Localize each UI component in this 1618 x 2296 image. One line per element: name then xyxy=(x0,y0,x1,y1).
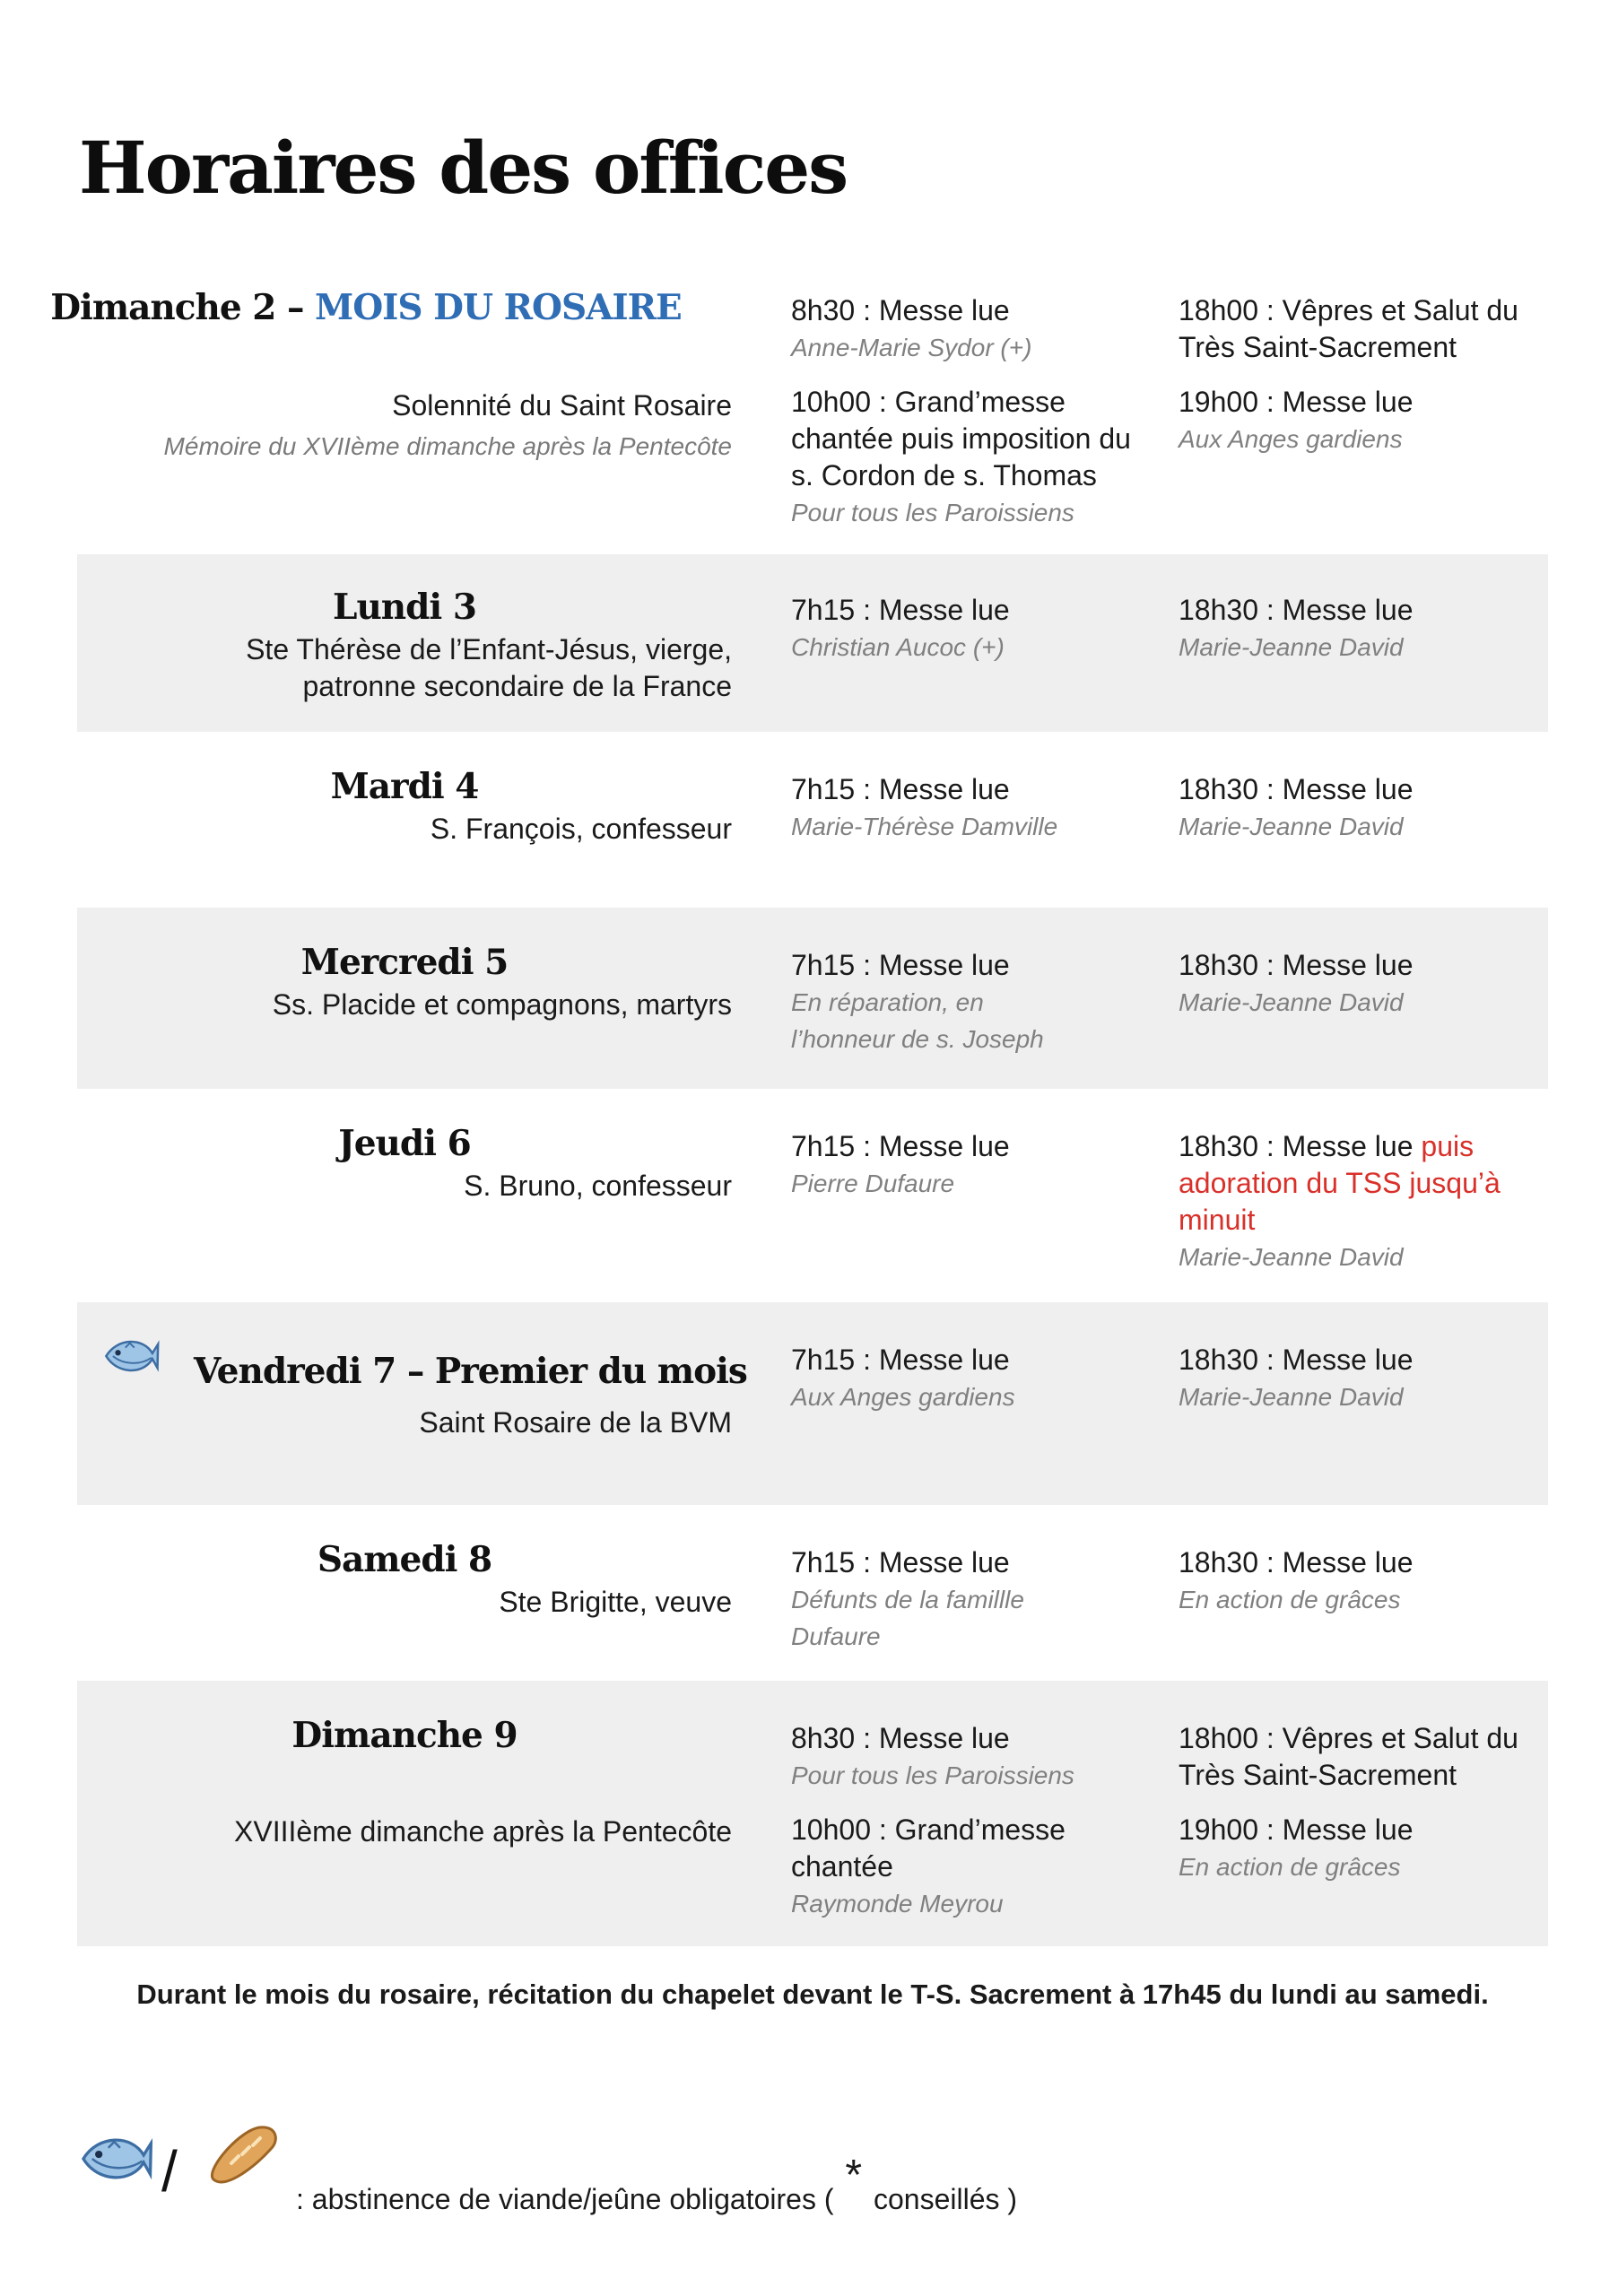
fish-icon xyxy=(102,1336,160,1376)
page-title: Horaires des offices xyxy=(79,126,848,210)
day-row-mardi-4 xyxy=(77,732,1548,908)
day-heading: Jeudi 6 xyxy=(338,1123,471,1164)
asterisk: * xyxy=(845,2152,863,2199)
service-morning: 7h15 : Messe lue En réparation, en l’honneur de s. Joseph xyxy=(791,949,1044,1053)
service-morning: 7h15 : Messe lue Aux Anges gardiens xyxy=(791,1344,1015,1411)
day-row-dimanche-2 xyxy=(50,287,1548,549)
feast-name: Ste Thérèse de l’Enfant-Jésus, vierge, patronne secondaire de la France xyxy=(246,633,732,702)
day-row-samedi-8 xyxy=(77,1505,1548,1681)
service-evening: 19h00 : Messe lue En action de grâces xyxy=(1179,1813,1414,1881)
day-row-mercredi-5 xyxy=(77,908,1548,1089)
rosary-month-note: Durant le mois du rosaire, récitation du chapelet devant le T-S. Sacrement à 17h45 du lundi au samedi. xyxy=(136,1979,1489,2010)
feast-name: S. Bruno, confesseur xyxy=(464,1170,732,1202)
service-evening: 18h30 : Messe lue puis adoration du TSS jusqu’à minuit Marie-Jeanne David xyxy=(1179,1130,1501,1271)
service-evening: 18h30 : Messe lue En action de grâces xyxy=(1179,1546,1414,1613)
day-heading: Dimanche 9 xyxy=(291,1715,518,1756)
day-row-jeudi-6 xyxy=(77,1089,1548,1302)
month-rosary-label: MOIS DU ROSAIRE xyxy=(315,287,682,328)
service-evening: 18h30 : Messe lue Marie-Jeanne David xyxy=(1179,1344,1414,1411)
bread-icon xyxy=(204,2124,280,2188)
fish-icon xyxy=(79,2133,152,2185)
legend-slash: / xyxy=(161,2139,178,2204)
feast-name: Ss. Placide et compagnons, martyrs xyxy=(272,988,732,1021)
service-evening: 18h30 : Messe lue Marie-Jeanne David xyxy=(1179,949,1414,1016)
day-heading: Samedi 8 xyxy=(317,1539,492,1580)
service-high-mass: 10h00 : Grand’messe chantée puis imposition du s. Cordon de s. Thomas Pour tous les Paroissiens xyxy=(791,386,1131,526)
service-vespers: 18h00 : Vêpres et Salut du Très Saint-Sacrement xyxy=(1179,1722,1518,1791)
service-morning: 8h30 : Messe lue Pour tous les Paroissiens xyxy=(791,1722,1074,1789)
day-row-lundi-3 xyxy=(77,554,1548,732)
service-evening: 18h30 : Messe lue Marie-Jeanne David xyxy=(1179,594,1414,661)
feast-name: Solennité du Saint Rosaire xyxy=(392,389,732,422)
day-heading: Mardi 4 xyxy=(330,766,479,807)
day-heading: Lundi 3 xyxy=(333,587,476,628)
feast-name: Ste Brigitte, veuve xyxy=(499,1586,732,1618)
feast-name: XVIIIème dimanche après la Pentecôte xyxy=(234,1815,732,1848)
legend xyxy=(79,2117,1155,2224)
service-morning: 7h15 : Messe lue Défunts de la famillle Dufaure xyxy=(791,1546,1024,1650)
day-heading: Mercredi 5 xyxy=(300,942,509,983)
day-heading: Vendredi 7 – Premier du mois xyxy=(194,1351,747,1392)
day-heading: Dimanche 2 – MOIS DU ROSAIRE xyxy=(50,287,682,328)
service-evening: 18h30 : Messe lue Marie-Jeanne David xyxy=(1179,773,1414,840)
service-high-mass: 10h00 : Grand’messe chantée Raymonde Meyrou xyxy=(791,1813,1066,1918)
adoration-note: puis adoration du TSS jusqu’à minuit xyxy=(1179,1130,1501,1236)
service-evening: 19h00 : Messe lue Aux Anges gardiens xyxy=(1179,386,1414,453)
day-row-vendredi-7 xyxy=(77,1302,1548,1505)
service-morning: 7h15 : Messe lue Pierre Dufaure xyxy=(791,1130,1010,1197)
legend-text: : abstinence de viande/jeûne obligatoires ( * conseillés ) xyxy=(296,2152,1018,2215)
service-morning: 8h30 : Messe lue Anne-Marie Sydor (+) xyxy=(791,294,1032,361)
service-morning: 7h15 : Messe lue Marie-Thérèse Damville xyxy=(791,773,1058,840)
feast-name: S. François, confesseur xyxy=(430,813,732,845)
feast-note: Mémoire du XVIIème dimanche après la Pentecôte xyxy=(163,432,732,460)
day-row-dimanche-9 xyxy=(77,1681,1548,1946)
feast-name: Saint Rosaire de la BVM xyxy=(419,1406,732,1439)
service-morning: 7h15 : Messe lue Christian Aucoc (+) xyxy=(791,594,1010,661)
service-vespers: 18h00 : Vêpres et Salut du Très Saint-Sacrement xyxy=(1179,294,1518,363)
